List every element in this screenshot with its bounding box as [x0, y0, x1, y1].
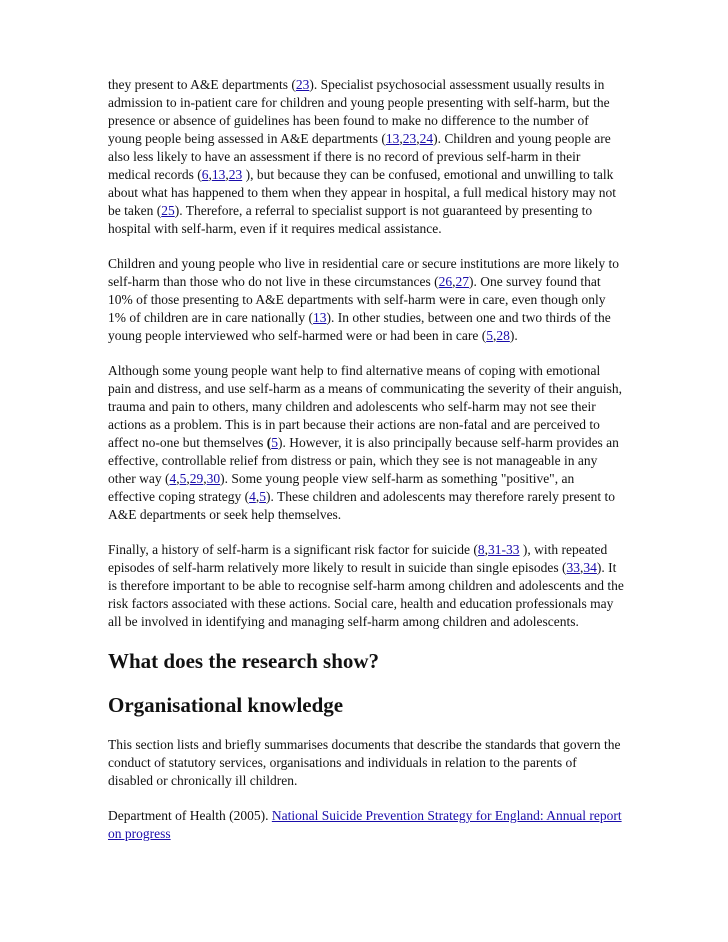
paragraph-text: Although some young people want help to find alternative means of coping with emotional pain and distress, and use self-harm as a means of communicating the severity of their anguish, trauma and pain to others, many children and adolescents who self-harm may not see their actions as a problem. This is in part because their actions are non-fatal and are perceived to affect no-one but themselves [108, 363, 622, 450]
reference-link[interactable]: 31-33 [488, 542, 520, 557]
paragraph-text: , [399, 131, 403, 146]
reference-link[interactable]: 25 [161, 203, 175, 218]
bold-text: ( [266, 435, 272, 450]
reference-link[interactable]: 33 [566, 560, 581, 575]
paragraph-text: ). Some young people view self-harm as something "positive", an effective coping strategy ( [108, 471, 575, 504]
paragraph-text: ). Children and young people are also less likely to have an assessment if there is no record of previous self-harm in their medical records ( [108, 131, 611, 182]
paragraph-text: ). It is therefore important to be able to recognise self-harm among children and adolescents and the risk factors associated with these actions. Social care, health and education professionals may all be involved in identifying and managing self-harm among children and adolescents. [108, 560, 624, 629]
paragraph-text: ), with repeated episodes of self-harm relatively more likely to result in suicide than single episodes ( [108, 542, 608, 575]
paragraph-text: , [580, 560, 584, 575]
reference-link[interactable]: 23 [228, 167, 243, 182]
citation [108, 807, 624, 843]
reference-link[interactable]: 5 [259, 489, 266, 504]
paragraph-text: , [416, 131, 420, 146]
paragraph-text: ). These children and adolescents may therefore rarely present to A&E departments or seek help themselves. [108, 489, 616, 522]
body-paragraphs [108, 76, 624, 631]
heading-organisational-knowledge: Organisational knowledge [108, 693, 344, 717]
paragraph-text: Children and young people who live in residential care or secure institutions are more likely to self-harm than those who do not live in these circumstances ( [108, 256, 619, 289]
paragraph-text: ). In other studies, between one and two thirds of the young people interviewed who self-harmed were or had been in care ( [108, 310, 611, 343]
reference-link[interactable]: 4 [249, 489, 256, 504]
heading-research: What does the research show? [108, 649, 380, 673]
reference-link[interactable]: 5 [486, 328, 493, 343]
citation-link[interactable]: National Suicide Prevention Strategy for England: Annual report on progress [108, 808, 622, 841]
paragraph-text: ). However, it is also principally because self-harm provides an effective, controllable relief from distress or pain, which they see is not manageable in any other way ( [108, 435, 619, 486]
paragraph-text: , [492, 328, 497, 343]
reference-link[interactable]: 5 [271, 435, 278, 450]
paragraph-text: , [452, 274, 456, 289]
paragraph-4 [108, 541, 624, 631]
reference-link[interactable]: 4 [169, 471, 177, 486]
citation-prefix: Department of Health (2005). [108, 808, 272, 823]
reference-link[interactable]: 13 [313, 310, 327, 325]
reference-link[interactable]: 24 [419, 131, 434, 146]
paragraph-text: , [255, 489, 260, 504]
paragraph-text: ). Therefore, a referral to specialist support is not guaranteed by presenting to hospital with self-harm, even if it requires medical assistance. [108, 203, 593, 236]
reference-link[interactable]: 29 [189, 471, 204, 486]
paragraph-text: , [484, 542, 489, 557]
reference-link[interactable]: 5 [179, 471, 187, 486]
paragraph-text: , [186, 471, 190, 486]
reference-link[interactable]: 30 [206, 471, 221, 486]
paragraph-text: ). [509, 328, 518, 343]
paragraph-2 [108, 255, 624, 345]
reference-link[interactable]: 23 [402, 131, 417, 146]
reference-link[interactable]: 23 [295, 77, 310, 92]
reference-link[interactable]: 26 [438, 274, 453, 289]
paragraph-text: Finally, a history of self-harm is a significant risk factor for suicide ( [108, 542, 478, 557]
paragraph-text: ). Specialist psychosocial assessment usually results in admission to in-patient care for children and young people presenting with self-harm, but the presence or absence of guidelines has been found to make no difference to the number of young people being assessed in A&E departments ( [108, 77, 610, 146]
reference-link[interactable]: 8 [477, 542, 485, 557]
paragraph-text: , [203, 471, 207, 486]
document-page [108, 76, 624, 860]
paragraph-text: , [208, 167, 212, 182]
reference-link[interactable]: 13 [211, 167, 226, 182]
reference-link[interactable]: 28 [496, 328, 510, 343]
reference-link[interactable]: 27 [455, 274, 470, 289]
paragraph-3 [108, 362, 624, 524]
paragraph-text: ). One survey found that 10% of those presenting to A&E departments with self-harm were in care, even though only 1% of children are in care nationally ( [108, 274, 606, 325]
paragraph-text: they present to A&E departments ( [108, 77, 296, 92]
reference-link[interactable]: 34 [583, 560, 597, 575]
paragraph-text: , [225, 167, 229, 182]
reference-link[interactable]: 13 [385, 131, 400, 146]
paragraph-text: ), but because they can be confused, emotional and unwilling to talk about what has happened to them when they appear in hospital, a full medical history may not be taken ( [108, 167, 616, 218]
section-intro: This section lists and briefly summarises documents that describe the standards that govern the conduct of statutory services, organisations and individuals in relation to the parents of disabled or chronically ill children. [108, 737, 621, 788]
paragraph-text: , [176, 471, 180, 486]
reference-link[interactable]: 6 [201, 167, 209, 182]
paragraph-1 [108, 76, 624, 238]
